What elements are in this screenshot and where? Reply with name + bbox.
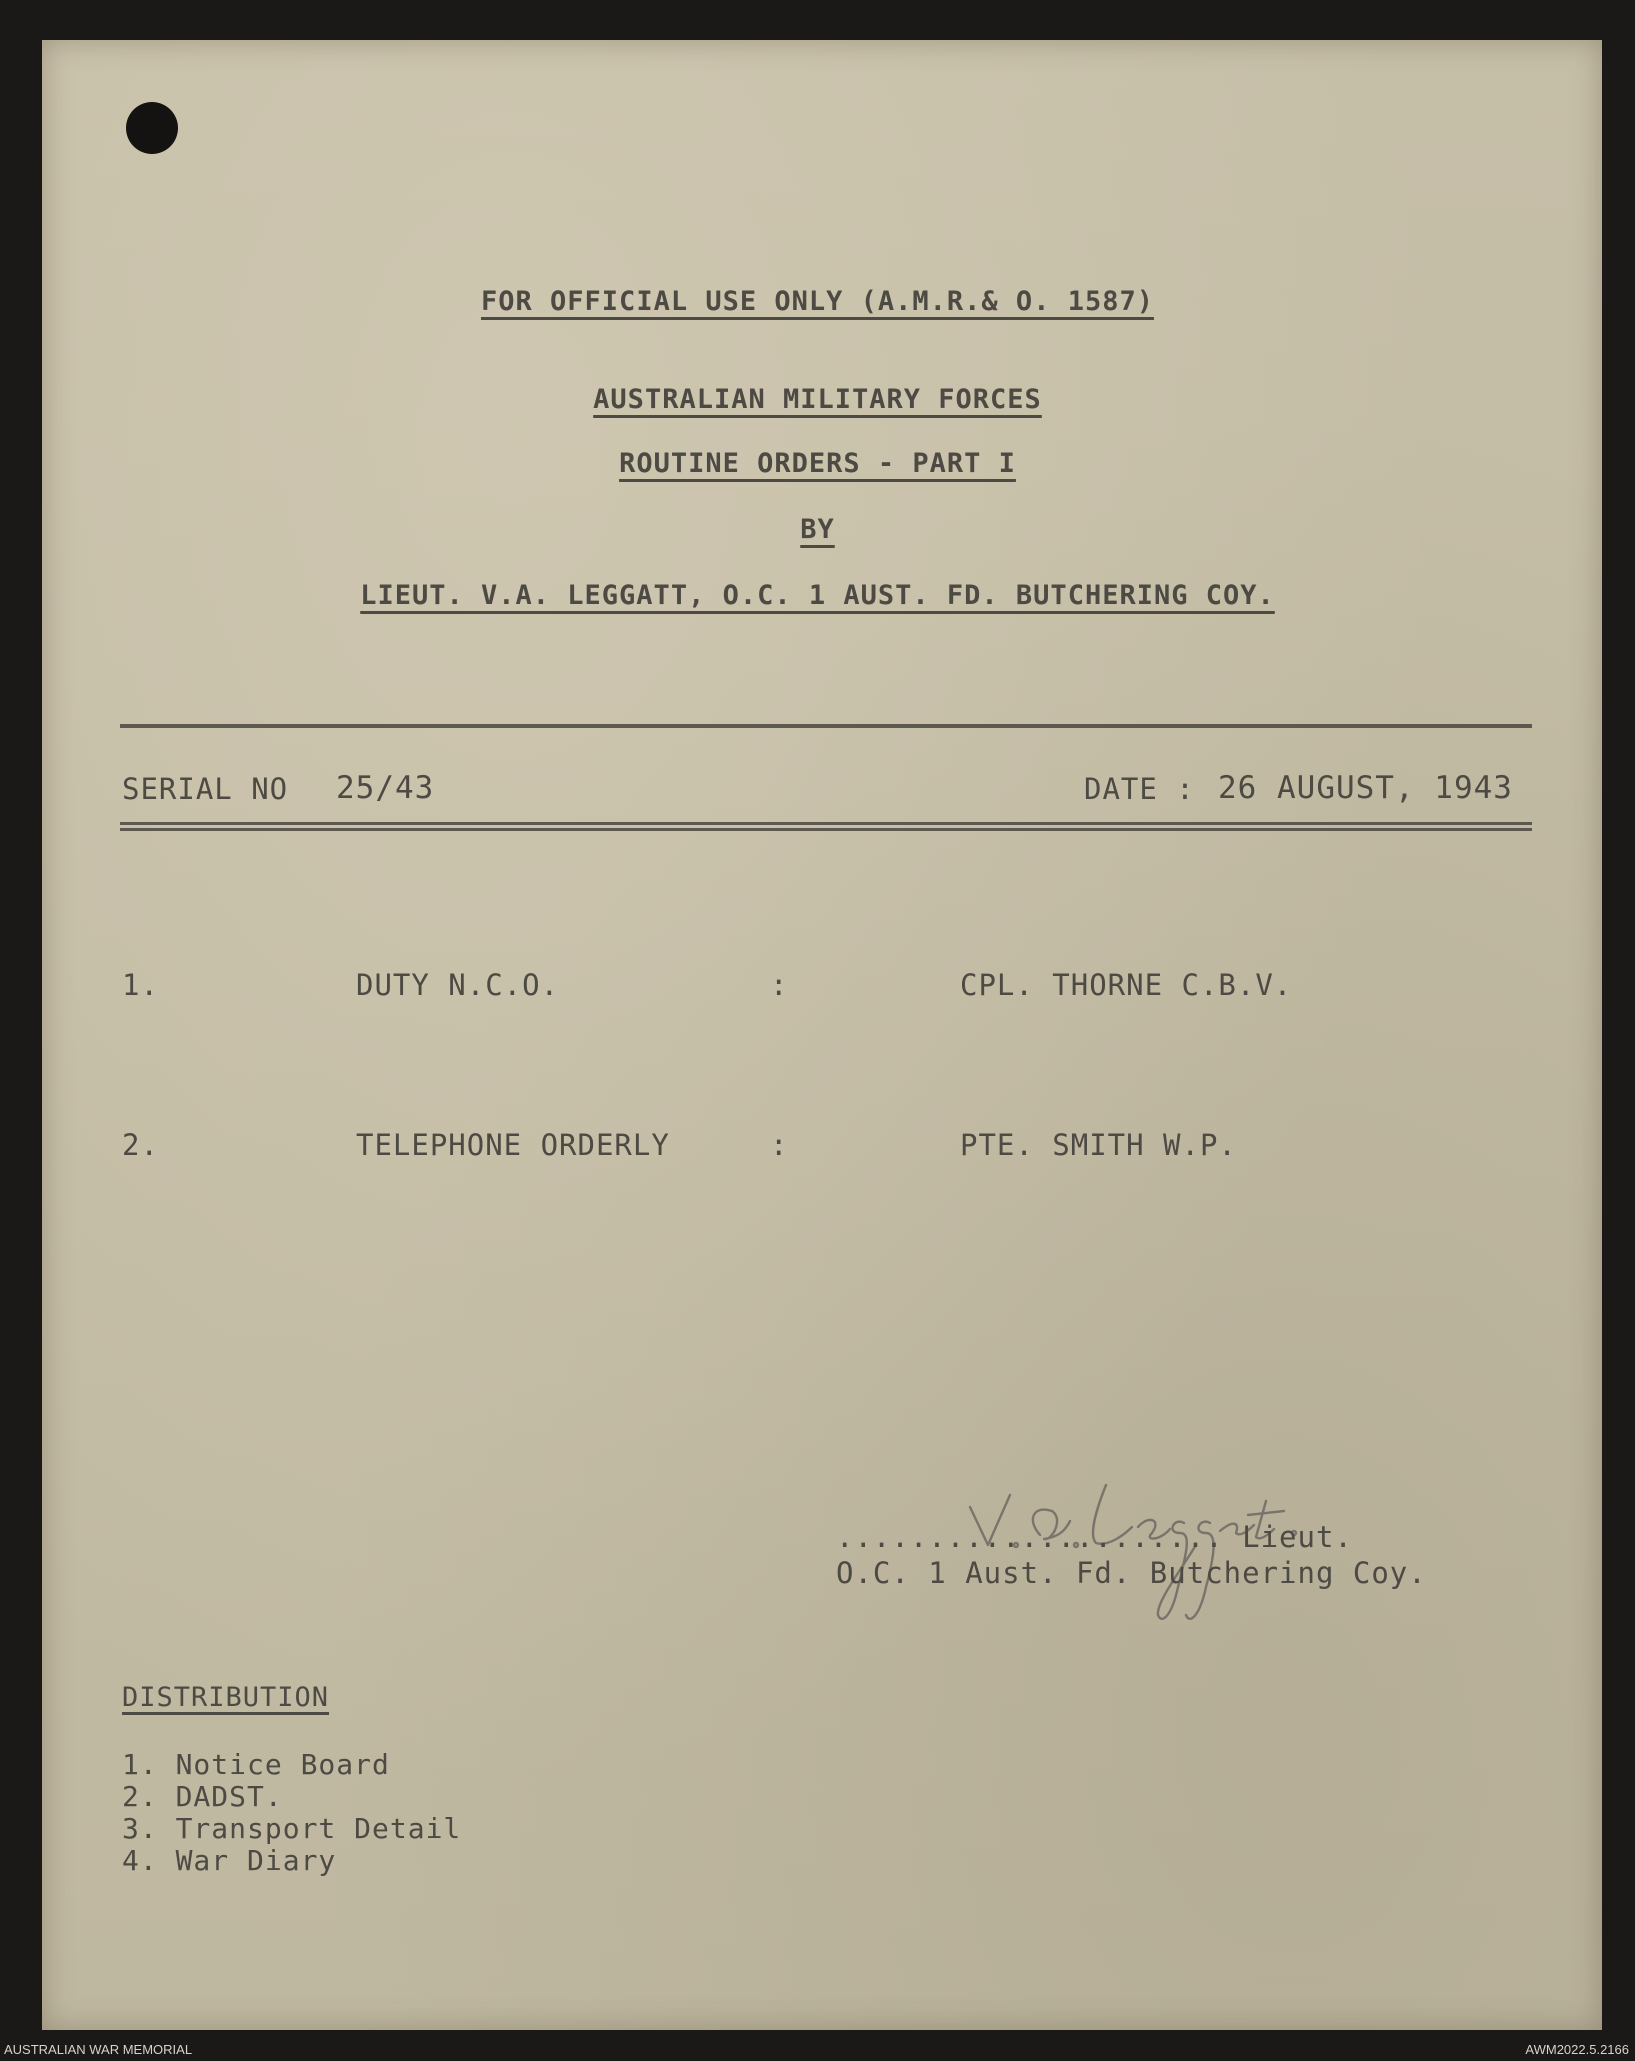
item-separator: : — [770, 1128, 789, 1162]
serial-value: 25/43 — [336, 770, 435, 806]
archive-footer-left: AUSTRALIAN WAR MEMORIAL — [4, 2042, 193, 2057]
distribution-item: 2. DADST. — [122, 1780, 283, 1813]
issuer-line: LIEUT. V.A. LEGGATT, O.C. 1 AUST. FD. BUTCHERING COY. — [360, 580, 1275, 611]
item-name: CPL. THORNE C.B.V. — [960, 968, 1293, 1002]
item-number: 2. — [122, 1128, 159, 1162]
item-name: PTE. SMITH W.P. — [960, 1128, 1237, 1162]
distribution-heading: DISTRIBUTION — [122, 1682, 330, 1713]
item-number: 1. — [122, 968, 159, 1002]
rule-under-serial-upper — [120, 822, 1532, 825]
date-label: DATE : — [1084, 772, 1195, 806]
signature-title: O.C. 1 Aust. Fd. Butchering Coy. — [836, 1556, 1427, 1590]
distribution-item: 3. Transport Detail — [122, 1812, 462, 1845]
top-rule — [120, 724, 1532, 728]
punch-hole — [126, 102, 178, 154]
by-label: BY — [800, 514, 835, 545]
signature-line: ..................... Lieut. — [836, 1520, 1353, 1554]
item-separator: : — [770, 968, 789, 1002]
orders-title: ROUTINE ORDERS - PART I — [619, 448, 1016, 479]
item-duty: TELEPHONE ORDERLY — [356, 1128, 670, 1162]
organization-heading: AUSTRALIAN MILITARY FORCES — [593, 384, 1042, 415]
document-page — [42, 40, 1602, 2030]
official-use-heading: FOR OFFICIAL USE ONLY (A.M.R.& O. 1587) — [481, 286, 1154, 317]
rule-under-serial-lower — [120, 828, 1532, 831]
serial-label: SERIAL NO — [122, 772, 289, 806]
item-duty: DUTY N.C.O. — [356, 968, 560, 1002]
archive-footer-right: AWM2022.5.2166 — [1525, 2042, 1629, 2057]
handwritten-signature — [948, 1475, 1328, 1635]
distribution-item: 1. Notice Board — [122, 1748, 390, 1781]
distribution-item: 4. War Diary — [122, 1844, 337, 1877]
date-value: 26 AUGUST, 1943 — [1218, 770, 1513, 806]
